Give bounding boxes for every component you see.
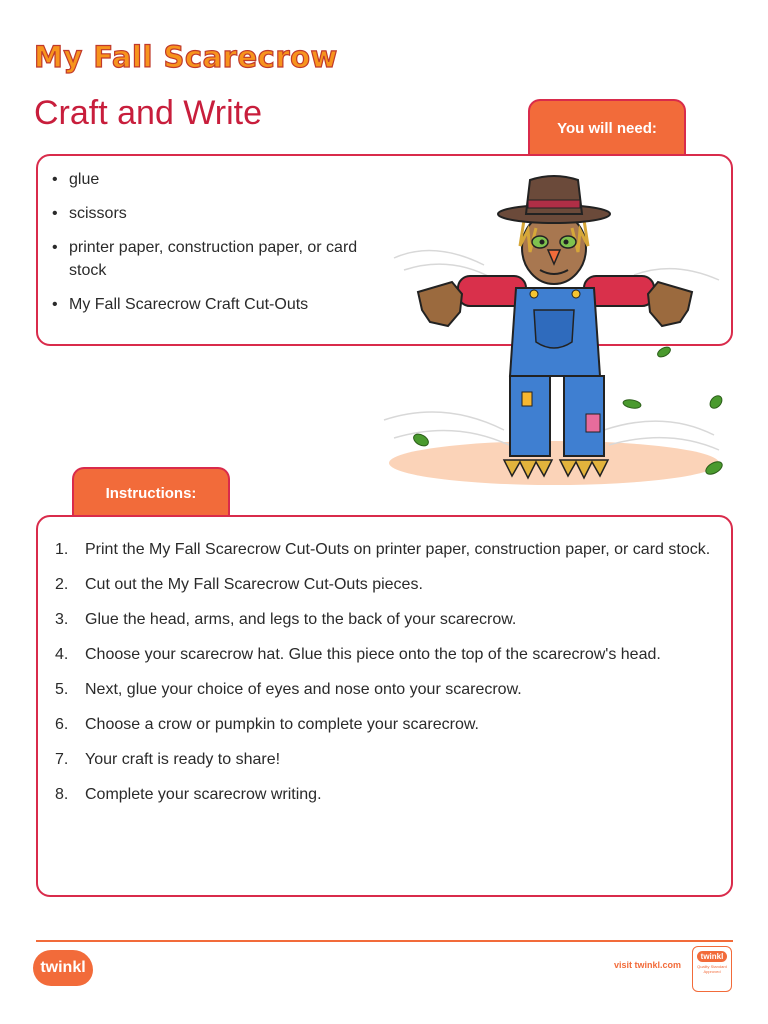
materials-tab: You will need: — [528, 99, 686, 156]
badge-text: Quality Standard Approved — [697, 964, 727, 974]
step-number: 8. — [55, 786, 69, 803]
instruction-step — [55, 713, 715, 737]
twinkl-logo[interactable]: twinkl — [33, 950, 93, 986]
step-text: Cut out the My Fall Scarecrow Cut-Outs pieces. — [85, 576, 423, 593]
step-text: Glue the head, arms, and legs to the back of your scarecrow. — [85, 611, 517, 628]
materials-list — [50, 168, 360, 327]
step-number: 6. — [55, 716, 69, 733]
materials-item: • glue — [50, 168, 360, 191]
instruction-step — [55, 643, 715, 667]
instruction-step — [55, 608, 715, 632]
step-number: 7. — [55, 751, 69, 768]
step-number: 5. — [55, 681, 69, 698]
instruction-step — [55, 538, 715, 562]
step-number: 1. — [55, 541, 69, 558]
quality-badge — [692, 946, 732, 992]
instruction-step — [55, 783, 715, 807]
footer-divider — [36, 940, 733, 942]
instruction-step — [55, 748, 715, 772]
step-number: 3. — [55, 611, 69, 628]
step-text: Print the My Fall Scarecrow Cut-Outs on printer paper, construction paper, or card stock. — [85, 541, 711, 558]
step-text: Your craft is ready to share! — [85, 751, 281, 768]
step-number: 4. — [55, 646, 69, 663]
step-text: Choose your scarecrow hat. Glue this piece onto the top of the scarecrow's head. — [85, 646, 661, 663]
materials-item: • scissors — [50, 202, 360, 225]
step-number: 2. — [55, 576, 69, 593]
step-text: Complete your scarecrow writing. — [85, 786, 322, 803]
materials-item: • My Fall Scarecrow Craft Cut-Outs — [50, 293, 360, 316]
instructions-tab: Instructions: — [72, 467, 230, 517]
visit-link[interactable]: visit twinkl.com — [614, 960, 682, 970]
page-title: My Fall Scarecrow — [34, 40, 338, 74]
badge-logo: twinkl — [697, 951, 728, 962]
instructions-list — [55, 538, 715, 818]
materials-item: • printer paper, construction paper, or card stock — [50, 236, 360, 282]
step-text: Choose a crow or pumpkin to complete your scarecrow. — [85, 716, 479, 733]
scarecrow-illustration — [374, 170, 744, 500]
instruction-step — [55, 678, 715, 702]
step-text: Next, glue your choice of eyes and nose onto your scarecrow. — [85, 681, 522, 698]
page-subtitle: Craft and Write — [34, 94, 263, 132]
instruction-step — [55, 573, 715, 597]
